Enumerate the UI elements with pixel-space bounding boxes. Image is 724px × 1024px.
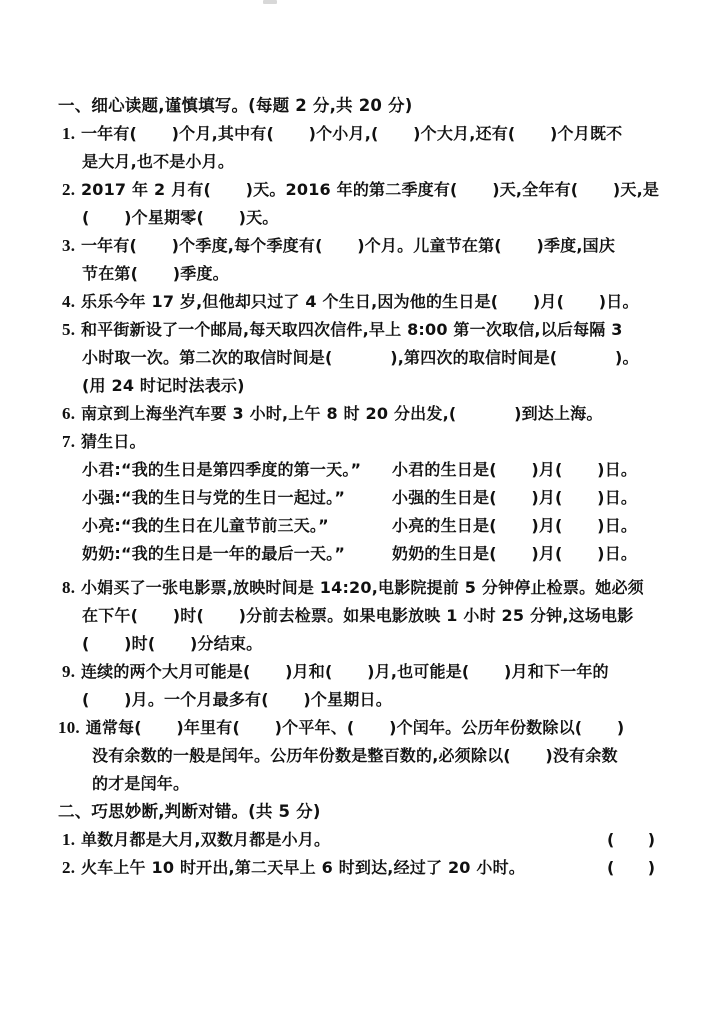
q7-number: 7.: [62, 432, 76, 451]
q9-line2: ( )月。一个月最多有( )个星期日。: [82, 690, 392, 709]
q4-line1: [62, 292, 639, 312]
s2-q1-answer-box[interactable]: ( ): [607, 830, 656, 849]
q1-text-1: 一年有( )个月,其中有( )个小月,( )个大月,还有( )个月既不: [80, 124, 623, 143]
s2-q2: [62, 858, 525, 878]
s2-q2-number: 2.: [62, 858, 76, 877]
q10-number: 10.: [58, 718, 80, 737]
q8-line2: 在下午( )时( )分前去检票。如果电影放映 1 小时 25 分钟,这场电影: [82, 606, 634, 625]
q10-text-1: 通常每( )年里有( )个平年、( )个闰年。公历年份数除以( ): [85, 718, 625, 737]
q2-text-1: 2017 年 2 月有( )天。2016 年的第二季度有( )天,全年有( )天,是: [80, 180, 660, 199]
q5-line2: 小时取一次。第二次的取信时间是( ),第四次的取信时间是( )。: [82, 348, 639, 367]
q9-number: 9.: [62, 662, 76, 681]
q7-item2-quote: 小强:“我的生日与党的生日一起过。”: [82, 488, 346, 507]
q1-line2: 是大月,也不是小月。: [82, 152, 235, 171]
q9-line1: [62, 662, 609, 682]
s2-q2-answer-box[interactable]: ( ): [607, 858, 656, 877]
q8-line1: [62, 578, 644, 598]
q6-number: 6.: [62, 404, 76, 423]
q3-number: 3.: [62, 236, 76, 255]
section2-title: 二、巧思妙断,判断对错。(共 5 分): [58, 802, 321, 821]
q7-item3-quote: 小亮:“我的生日在儿童节前三天。”: [82, 516, 329, 535]
q6-line1: [62, 404, 603, 424]
q7-item1-quote: 小君:“我的生日是第四季度的第一天。”: [82, 460, 362, 479]
q4-number: 4.: [62, 292, 76, 311]
q5-line1: [62, 320, 623, 340]
q8-text-1: 小娟买了一张电影票,放映时间是 14:20,电影院提前 5 分钟停止检票。她必须: [80, 578, 644, 597]
q7-item4-quote: 奶奶:“我的生日是一年的最后一天。”: [82, 544, 346, 563]
section1-title: 一、细心读题,谨慎填写。(每题 2 分,共 20 分): [58, 96, 413, 115]
q7-line1: [62, 432, 146, 452]
q5-line3: (用 24 时记时法表示): [82, 376, 245, 395]
q10-line1: [58, 718, 624, 738]
q8-line3: ( )时( )分结束。: [82, 634, 263, 653]
q1-number: 1.: [62, 124, 76, 143]
q5-number: 5.: [62, 320, 76, 339]
q9-text-1: 连续的两个大月可能是( )月和( )月,也可能是( )月和下一年的: [80, 662, 609, 681]
q7-item1-answer: 小君的生日是( )月( )日。: [392, 460, 638, 479]
s2-q1: [62, 830, 330, 850]
s2-q1-number: 1.: [62, 830, 76, 849]
q10-line3: 的才是闰年。: [92, 774, 190, 793]
q3-line1: [62, 236, 615, 256]
q6-text-1: 南京到上海坐汽车要 3 小时,上午 8 时 20 分出发,( )到达上海。: [80, 404, 603, 423]
q1-line1: [62, 124, 622, 144]
q8-number: 8.: [62, 578, 76, 597]
q7-item2-answer: 小强的生日是( )月( )日。: [392, 488, 638, 507]
q4-text-1: 乐乐今年 17 岁,但他却只过了 4 个生日,因为他的生日是( )月( )日。: [80, 292, 639, 311]
q2-line1: [62, 180, 659, 200]
scan-mark: [263, 0, 277, 4]
q7-item3-answer: 小亮的生日是( )月( )日。: [392, 516, 638, 535]
q7-text-1: 猜生日。: [80, 432, 146, 451]
q2-number: 2.: [62, 180, 76, 199]
s2-q1-text: 单数月都是大月,双数月都是小月。: [80, 830, 331, 849]
s2-q2-text: 火车上午 10 时开出,第二天早上 6 时到达,经过了 20 小时。: [80, 858, 525, 877]
q5-text-1: 和平街新设了一个邮局,每天取四次信件,早上 8:00 第一次取信,以后每隔 3: [80, 320, 623, 339]
q3-line2: 节在第( )季度。: [82, 264, 229, 283]
q3-text-1: 一年有( )个季度,每个季度有( )个月。儿童节在第( )季度,国庆: [80, 236, 616, 255]
q2-line2: ( )个星期零( )天。: [82, 208, 279, 227]
q7-item4-answer: 奶奶的生日是( )月( )日。: [392, 544, 638, 563]
q10-line2: 没有余数的一般是闰年。公历年份数是整百数的,必须除以( )没有余数: [92, 746, 618, 765]
